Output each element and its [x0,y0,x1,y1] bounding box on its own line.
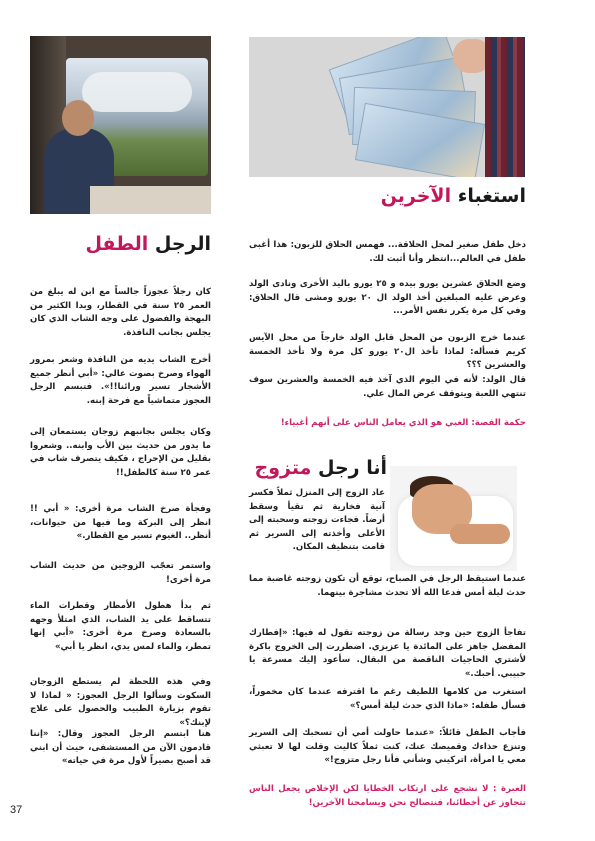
story-moral: حكمة القصة: الغبي هو الذي يعامل الناس على أنهم أغبياء! [280,418,526,428]
story-title-child-man [80,232,211,256]
story-moral: العبرة : لا نشجع على ارتكاب الخطايا لكن الإخلاص يجعل الناس تتجاوز عن أخطائنا، فنتصالح نحن ويسامحنا الآخرين! [249,784,526,808]
paragraph: تفاجأ الزوج حين وجد رسالة من زوجته تقول له فيها: «إفطارك المفضل جاهز على المائدة يا عزيزي. اضطررت إلى الخروج باكرة لأشتري الحاجيات الناقصة من البقال. سأعود إليك مسرعة يا حبيبي. أحبك.» [249,628,526,679]
paragraph: عندما استيقظ الرجل في الصباح، توقع أن تكون زوجته غاضبة مما حدث ليلة أمس فدعا الله ألا تحدث مشاجرة بينهما. [249,574,526,598]
paragraph: عاد الزوج إلى المنزل ثملاً فكسر آنية فخارية ثم تقيأ وسقط أرضاً. فجاءت زوجته وسحبته إلى الأعلى وأخذته إلى السرير ثم قامت بتنظيف المكان. [249,488,385,553]
paragraph: واستمر تعجّب الزوجين من حديث الشاب مرة أخرى! [30,561,211,585]
paragraph: ثم بدأ هطول الأمطار وقطرات الماء تتساقط على يد الشاب، الذي امتلأ وجهه بالسعادة وصرخ مرة أخرى: «أبي إنها تمطر، والماء لمس يدي، انظر يا أبي» [30,601,211,652]
paragraph: وضع الحلاق عشرين يورو بيده و ٢٥ يورو باليد الأخرى ونادى الولد وعرض عليه المبلغين أخذ الولد ال ٢٠ يورو ومشى قال الحلاق: وفي كل مرة يكرر نفس الأمر... [249,279,526,317]
paragraph: فأجاب الطفل قائلاً: «عندما حاولت أمي أن تسحبك إلى السرير وتنزع حذاءك وقميصك عنك، كنت ثملاً كاليت وقلت لها لا تعبثي معي يا امرأة، اتركيني وشأني فأنا رجل متزوج!» [249,728,526,766]
page-number: 37 [10,804,23,816]
paragraph: أخرج الشاب يديه من النافذة وشعر بمرور الهواء وصرخ بصوت عالي: «أبي أنظر جميع الأشجار تسير ورائنا!!». فتبسم الرجل العجوز متماشياً مع فرحة إبنه. [30,355,211,406]
title-word-1: استغباء [451,185,526,207]
story-title-married-man [249,456,387,480]
paragraph: قال الولد: لأنه في اليوم الذي آخذ فيه الخمسة والعشرين سوف تنتهي اللعبة ويتوقف عرض المال علي. [249,375,526,399]
paragraph: وفجأة صرخ الشاب مرة أخرى: « أبي !! انظر إلى البركة وما فيها من حيوانات، أنظر.. الغيوم تسير مع القطار.» [30,504,211,542]
paragraph: كان رجلاً عجوزاً جالساً مع ابن له يبلغ من العمر ٢٥ سنة في القطار، وبدا الكثير من البهجة والفضول على وجه الشاب الذي كان يجلس بجانب النافذة. [30,287,211,338]
paragraph: وكان يجلس بجانبهم زوجان يستمعان إلى ما يدور من حديث بين الأب وابنه.. وشعروا بقليل من الإحراج ، فكيف يتصرف شاب في عمر ٢٥ سنة كالطفل!! [30,427,211,478]
paragraph: هنا ابتسم الرجل العجوز وقال: «إننا قادمون الآن من المستشفى، حيث أن ابني قد أصبح بصيراً لأول مرة في حياته» [30,729,211,767]
paragraph: دخل طفل صغير لمحل الحلاقة... فهمس الحلاق للزبون: هذا أغبى طفل في العالم...انتظر وأنا أثبت لك. [249,240,526,264]
title-word-1: أنا رجل [311,457,387,479]
title-word-2: الطفل [85,233,149,255]
paragraph: عندما خرج الزبون من المحل قابل الولد خارجاً من محل الآيس كريم فسأله: لماذا تأخذ ال٢٠ يورو كل مرة ولا تأخذ الخمسة والعشرين ؟؟؟ [249,333,527,371]
sleeping-man-photo [390,466,517,571]
story-title-exploiting-others [300,184,526,208]
title-word-2: الآخرين [380,185,452,207]
title-word-2: متزوج [254,457,312,479]
title-word-1: الرجل [148,233,211,255]
paragraph: وفي هذه اللحظة لم يستطع الزوجان السكوت وسألوا الرجل العجوز: « لماذا لا تقوم بزيارة الطبيب والحصول على علاج لإبنك؟» [30,677,211,728]
man-on-train-photo [30,36,211,214]
euro-banknotes-photo [249,37,525,177]
paragraph: استغرب من كلامها اللطيف رغم ما اقترفه عندما كان مخموراً، فسأل طفله: «ماذا الذي حدث ليلة أمس؟» [249,687,526,711]
